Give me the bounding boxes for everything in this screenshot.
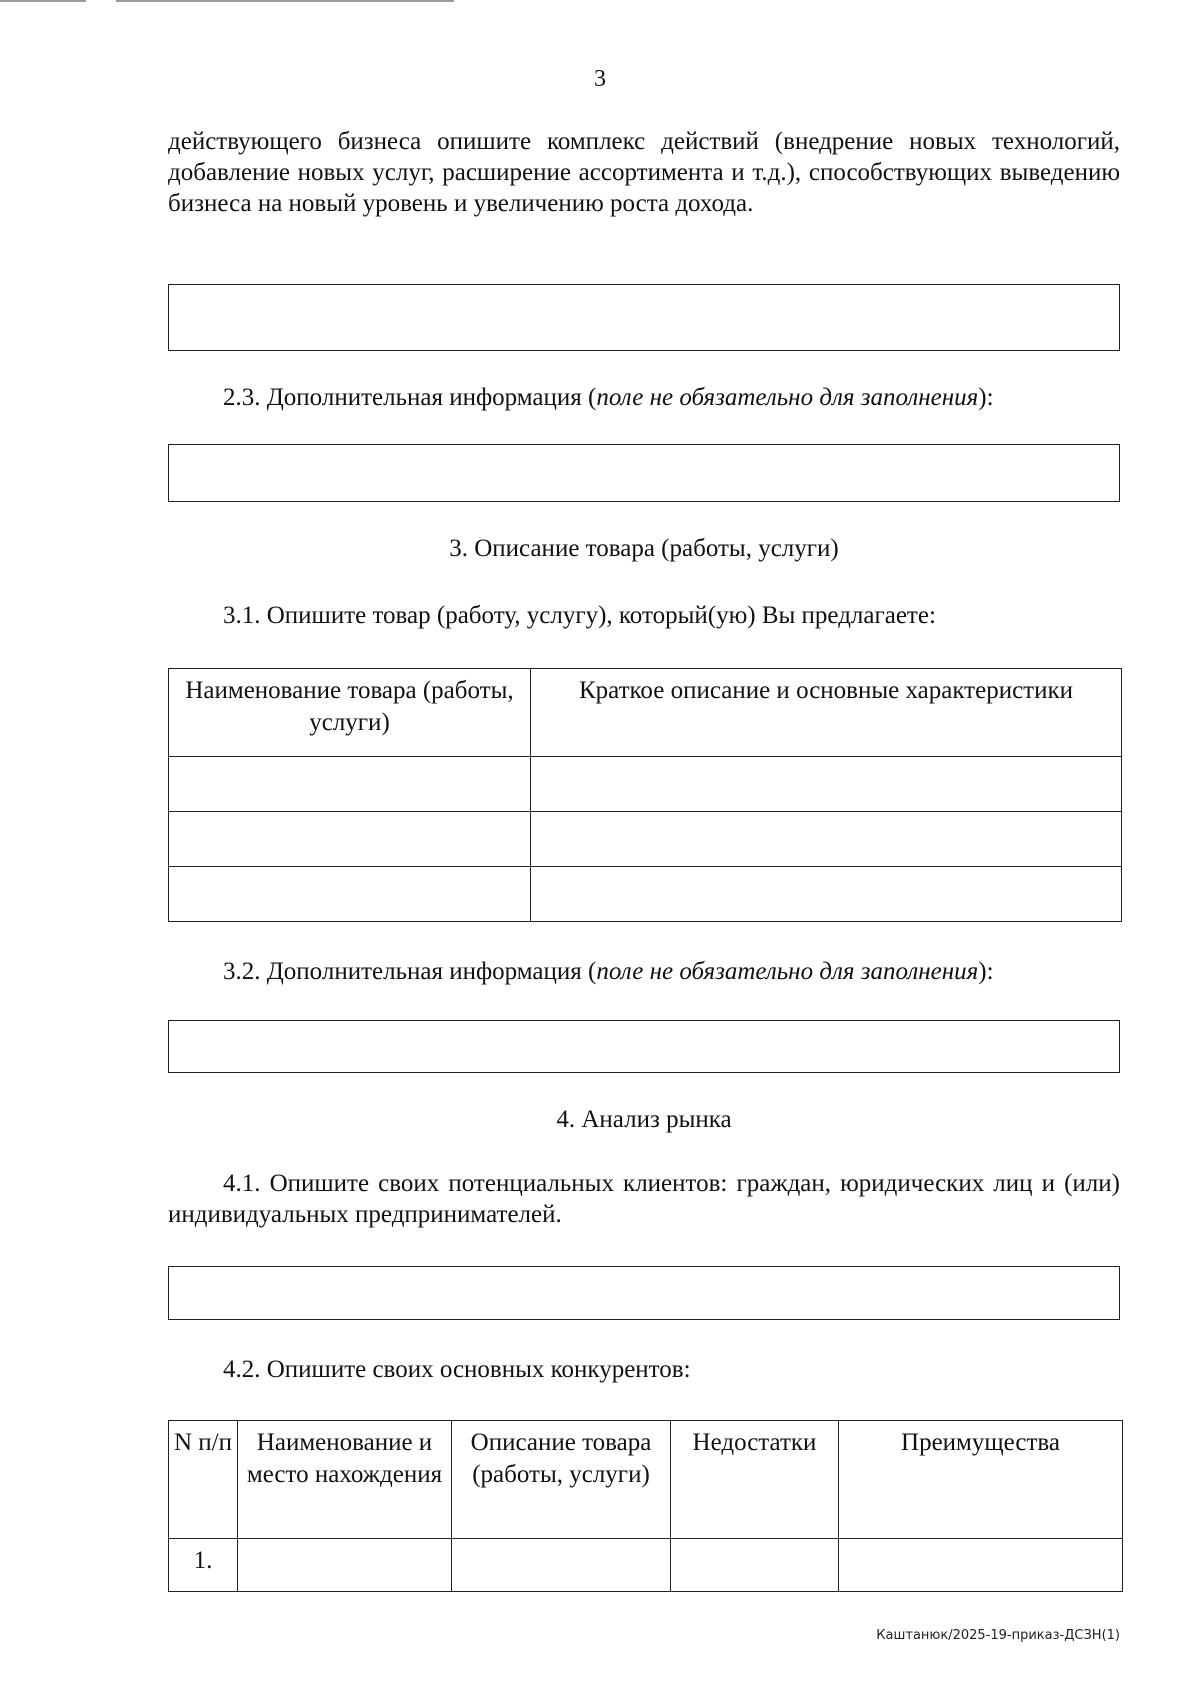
section-4-heading: 4. Анализ рынка: [556, 1106, 732, 1133]
item-4-2: [168, 1356, 1120, 1384]
table-row: [169, 1539, 1123, 1592]
answer-field-4-1[interactable]: [168, 1266, 1120, 1320]
competitors-table: [168, 1420, 1123, 1592]
competitors-header-number: N п/п: [169, 1421, 238, 1539]
competitors-header-name-location: Наименование и место нахождения: [238, 1421, 452, 1539]
answer-field-2-3[interactable]: [168, 444, 1120, 502]
scan-artifact: [116, 0, 454, 2]
item-3-2-note: поле не обязательно для заполнения: [596, 958, 979, 985]
competitors-cell-number: 1.: [169, 1539, 238, 1592]
product-table-header-description: Краткое описание и основные характеристики: [531, 669, 1122, 757]
item-2-3: [168, 384, 1120, 412]
scan-artifact: [0, 0, 86, 2]
product-table-header-name: Наименование товара (работы, услуги): [169, 669, 531, 757]
competitors-cell[interactable]: [452, 1539, 671, 1592]
answer-field-3-2[interactable]: [168, 1020, 1120, 1073]
table-row: [169, 757, 1122, 812]
competitors-cell[interactable]: [839, 1539, 1123, 1592]
answer-field-2-2[interactable]: [168, 284, 1120, 351]
product-table-cell[interactable]: [531, 867, 1122, 922]
item-2-3-note: поле не обязательно для заполнения: [596, 384, 979, 411]
competitors-cell[interactable]: [238, 1539, 452, 1592]
item-3-1-text: 3.1. Опишите товар (работу, услугу), который(ую) Вы предлагаете:: [223, 602, 936, 629]
competitors-header-product: Описание товара (работы, услуги): [452, 1421, 671, 1539]
competitors-header-advantages: Преимущества: [839, 1421, 1123, 1539]
item-4-1: 4.1. Опишите своих потенциальных клиентов: граждан, юридических лиц и (или) индивидуальных предпринимателей.: [168, 1170, 1120, 1228]
section-3-heading: 3. Описание товара (работы, услуги): [449, 535, 839, 562]
product-table-header-row: [169, 669, 1122, 757]
competitors-header-weaknesses: Недостатки: [671, 1421, 839, 1539]
item-3-2-end: ):: [978, 958, 994, 985]
document-footer: Каштанюк/2025-19-приказ-ДСЗН(1): [876, 1628, 1120, 1643]
item-3-2-label: 3.2. Дополнительная информация (: [223, 958, 597, 985]
competitors-table-header-row: [169, 1421, 1123, 1539]
product-table-cell[interactable]: [531, 757, 1122, 812]
product-table-cell[interactable]: [169, 757, 531, 812]
item-4-2-text: 4.2. Опишите своих основных конкурентов:: [223, 1356, 691, 1383]
table-row: [169, 812, 1122, 867]
item-3-2: [168, 958, 1120, 986]
item-3-1: [168, 602, 1120, 630]
product-table-cell[interactable]: [531, 812, 1122, 867]
product-table-cell[interactable]: [169, 867, 531, 922]
page-number: 3: [594, 66, 606, 92]
competitors-cell[interactable]: [671, 1539, 839, 1592]
item-2-3-end: ):: [978, 384, 994, 411]
item-2-3-label: 2.3. Дополнительная информация (: [223, 384, 597, 411]
product-table: [168, 668, 1122, 922]
table-row: [169, 867, 1122, 922]
intro-paragraph: действующего бизнеса опишите комплекс действий (внедрение новых технологий, добавление новых услуг, расширение ассортимента и т.д.), способствующих выведению бизнеса на новый уровень и увеличению роста дохода.: [168, 128, 1120, 217]
product-table-cell[interactable]: [169, 812, 531, 867]
